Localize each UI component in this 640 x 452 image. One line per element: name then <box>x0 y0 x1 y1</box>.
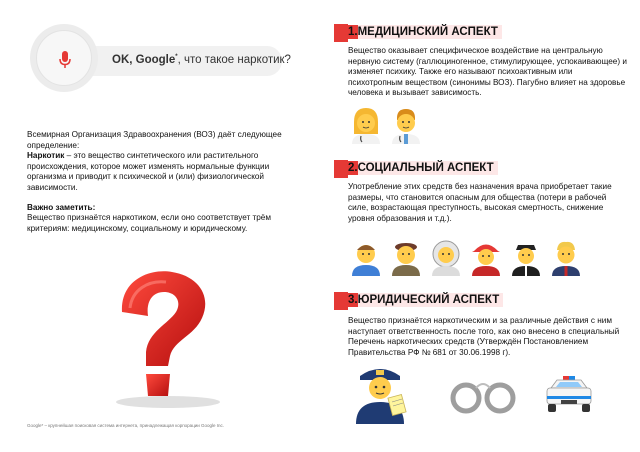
section-text-social: Употребление этих средств без назначения врача приобретает такие размеры, что становится опасным для общества (потери в рабочей силе, возрастающая преступность, высокая смертность, снижение уровня образования и т.д.). <box>348 182 612 223</box>
emoji-row-medical <box>348 104 424 144</box>
section-heading-social: 2.СОЦИАЛЬНЫЙ АСПЕКТ <box>334 160 614 178</box>
police-car-emoji <box>543 374 595 416</box>
mic-button <box>30 24 98 92</box>
emoji-row-legal <box>348 362 628 424</box>
section-text-legal: Вещество признаётся наркотическим и за различные действия с ним наступает ответственность после того, как оно внесено в специальный Перечень наркотических средств (Утверждён Постановлением Правительства РФ № 681 от 30.06.1998 г). <box>348 316 620 357</box>
section-heading-legal: 3.ЮРИДИЧЕСКИЙ АСПЕКТ <box>334 292 614 310</box>
emoji-row-social <box>348 236 584 276</box>
male-doctor-emoji <box>388 104 424 144</box>
definition-body: Наркотик – это вещество синтетического или растительного происхождения, которое может изменять нормальные функции организма и приводит к психической и (или) физиологической зависимости. <box>27 151 270 192</box>
firefighter-emoji <box>468 236 504 276</box>
female-doctor-emoji <box>348 104 384 144</box>
pilot-emoji <box>508 236 544 276</box>
who-definition <box>27 130 307 234</box>
note-heading: Важно заметить: <box>27 202 96 212</box>
handcuffs-icon <box>448 376 518 416</box>
businessman-emoji <box>548 236 584 276</box>
section-text-medical: Вещество оказывает специфическое воздействие на центральную нервную систему (галлюциногенное, стимулирующее, успокаивающее) и изменяет психику. Также его называют психоактивным или психотропным веществом (синонимы ВОЗ). Пагубно влияет на здоровье человека и вызывает зависимость. <box>348 46 627 98</box>
artist-emoji <box>388 236 424 276</box>
google-footnote: Google* – крупнейшая поисковая система интернета, принадлежащая корпорации Google Inc. <box>27 423 225 428</box>
note-text: Вещество признаётся наркотиком, если оно соответствует трём критериям: медицинскому, социальному и юридическому. <box>27 213 271 233</box>
definition-intro: Всемирная Организация Здравоохранения (ВОЗ) даёт следующее определение: <box>27 130 282 150</box>
search-query: OK, Google*, что такое наркотик? <box>112 54 291 66</box>
question-mark-icon <box>90 262 240 412</box>
police-officer-emoji <box>348 362 418 424</box>
astronaut-emoji <box>428 236 464 276</box>
right-page <box>320 0 640 452</box>
worker-emoji <box>348 236 384 276</box>
voice-search-bubble <box>30 22 291 98</box>
microphone-icon <box>59 51 71 69</box>
section-heading-medical: 1.МЕДИЦИНСКИЙ АСПЕКТ <box>334 24 614 42</box>
